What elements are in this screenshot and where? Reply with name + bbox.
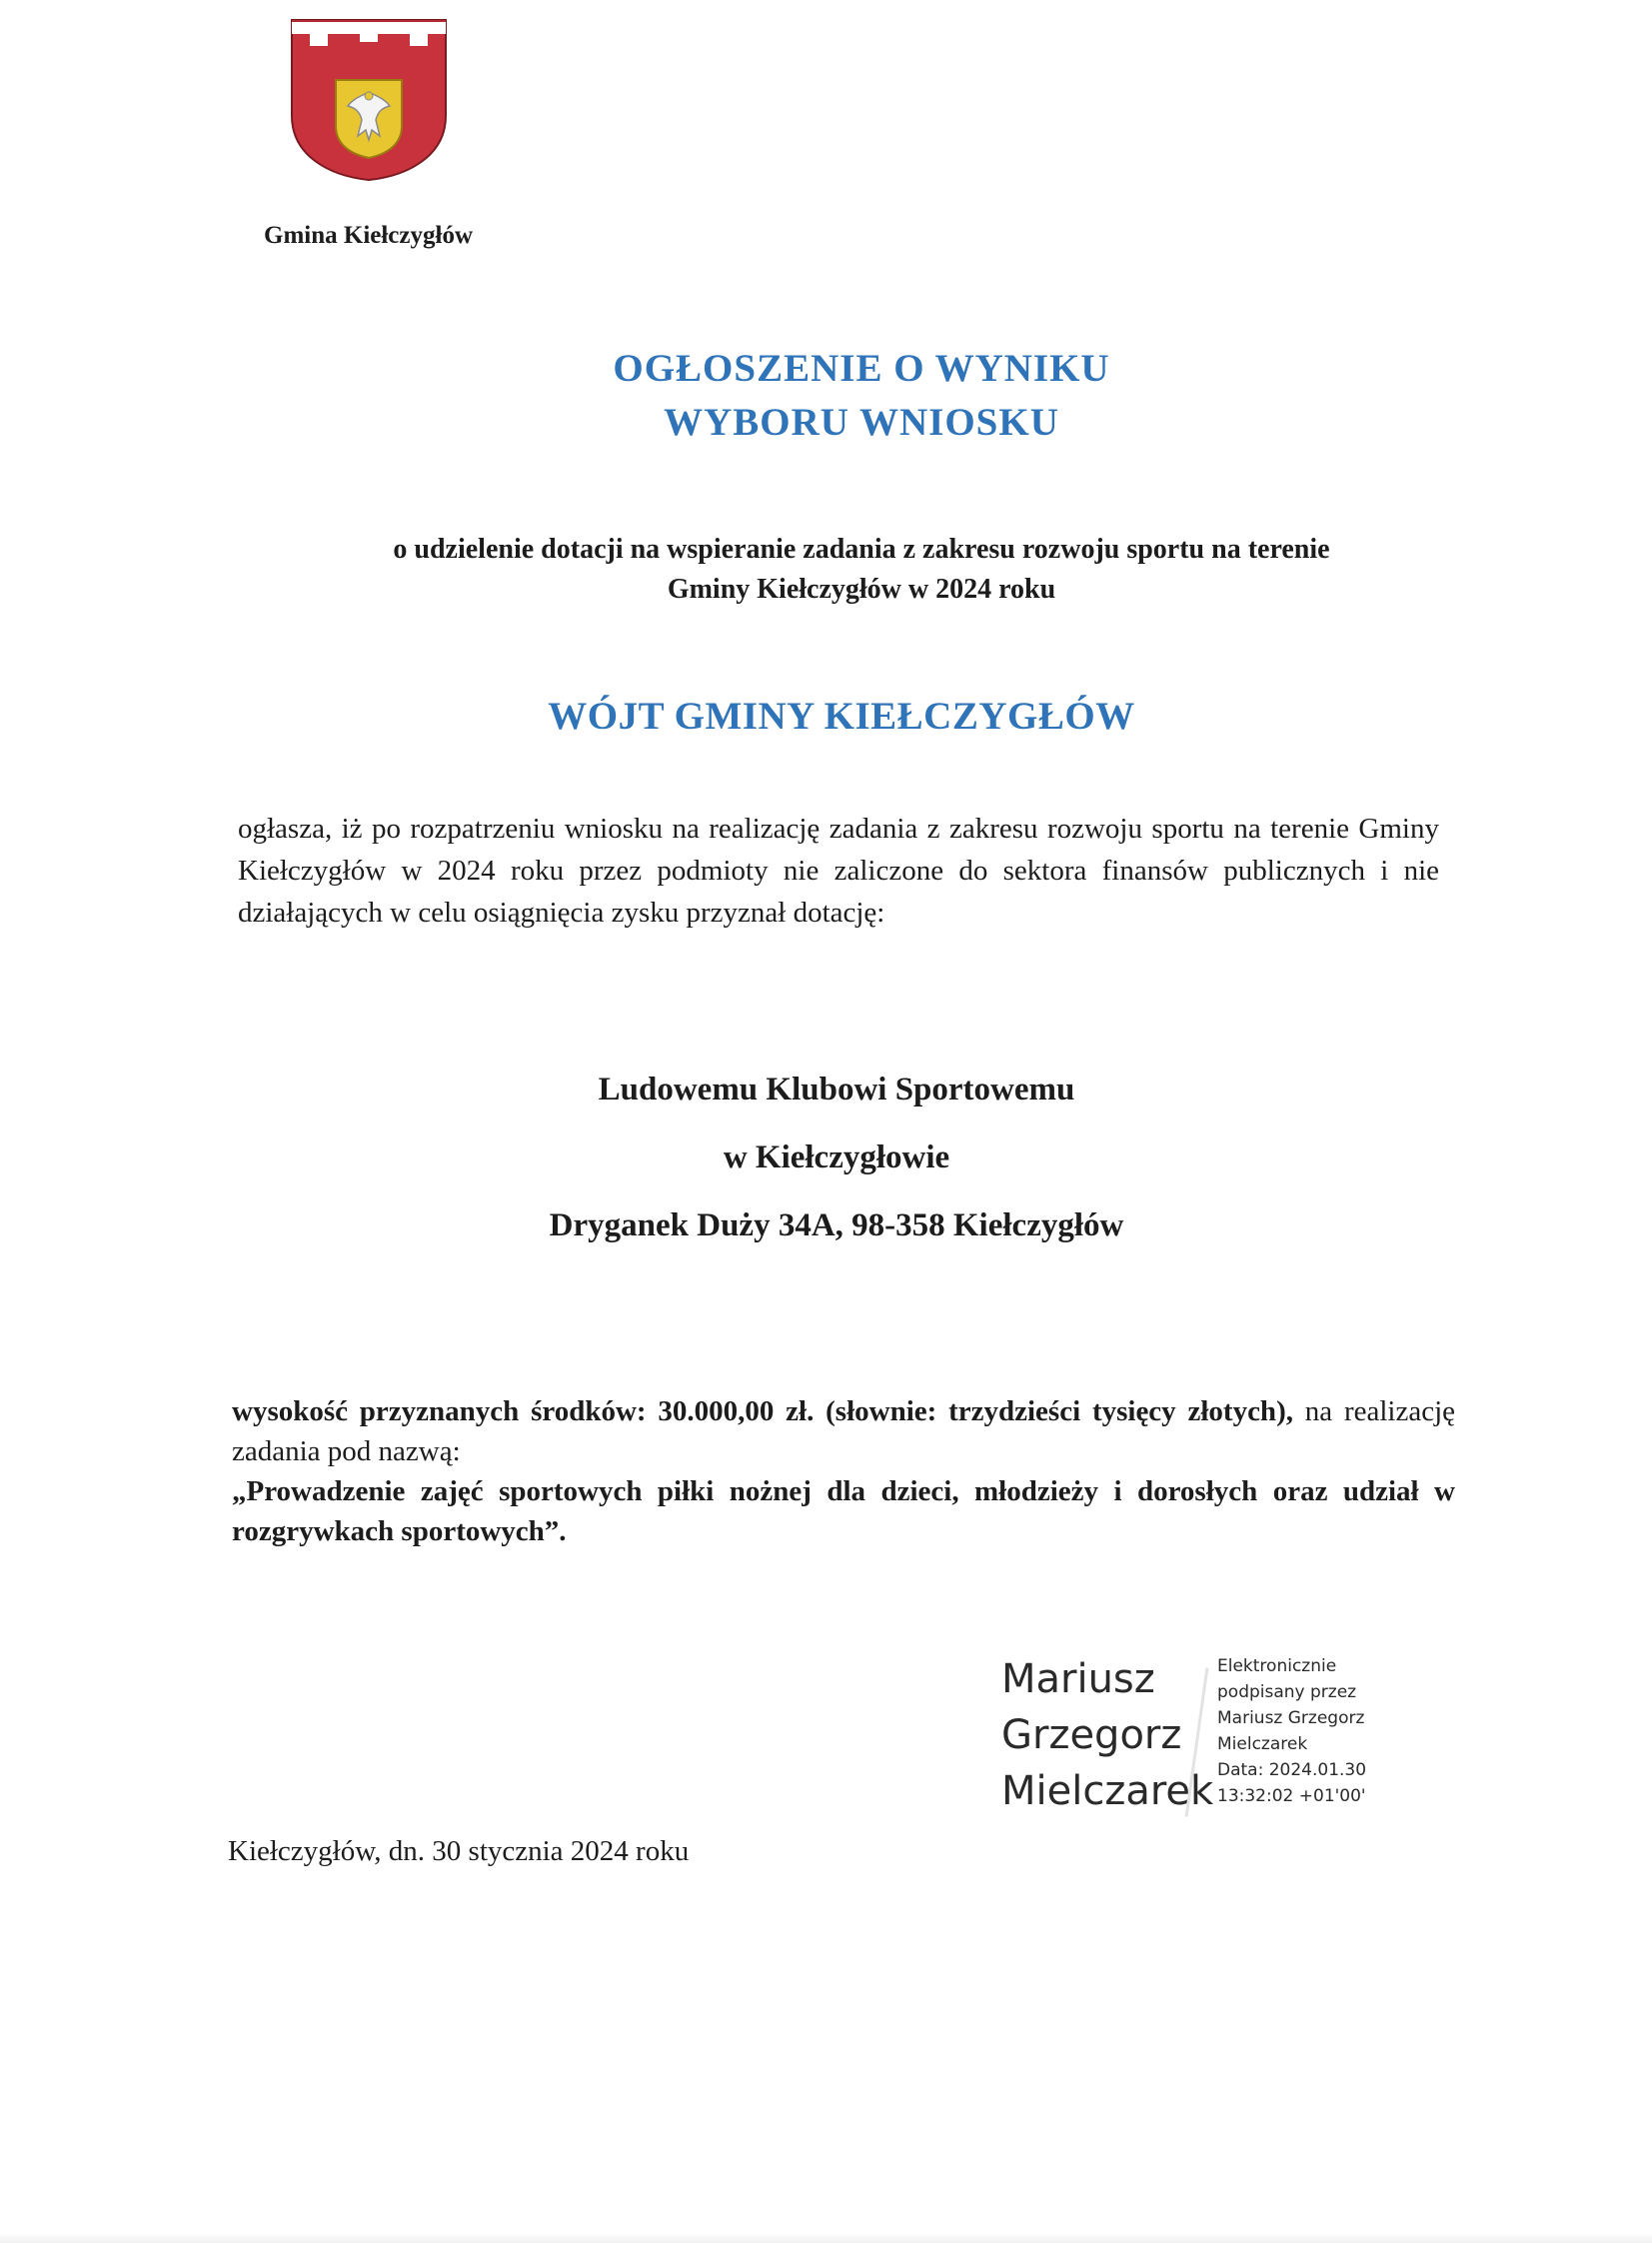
coat-of-arms-icon <box>288 16 450 182</box>
municipality-label: Gmina Kiełczygłów <box>264 222 473 249</box>
recipient-name: Ludowemu Klubowi Sportowemu <box>598 1072 1075 1108</box>
recipient-address: Dryganek Duży 34A, 98-358 Kiełczygłów <box>549 1207 1124 1243</box>
announcement-paragraph: ogłasza, iż po rozpatrzeniu wniosku na realizację zadania z zakresu rozwoju sportu na terenie Gminy Kiełczygłów w 2024 roku przez podmioty nie zaliczone do sektora finansów publicznych i nie działających w celu osiągnięcia zysku przyznał dotację: <box>238 813 1439 929</box>
scan-bottom-edge <box>0 2233 1652 2243</box>
signature-name-line2: Grzegorz <box>1001 1712 1182 1758</box>
announcement-title-line2: WYBORU WNIOSKU <box>664 401 1059 444</box>
signature-name <box>1001 1651 1213 1819</box>
subject-line2: Gminy Kiełczygłów w 2024 roku <box>667 574 1056 605</box>
issuer-heading: WÓJT GMINY KIEŁCZYGŁÓW <box>548 695 1135 738</box>
award-amount: wysokość przyznanych środków: 30.000,00 zł. (słownie: trzydzieści tysięcy złotych), <box>232 1395 1293 1427</box>
signature-meta-line2: podpisany przez <box>1217 1682 1357 1702</box>
signature-name-line3: Mielczarek <box>1001 1768 1214 1814</box>
announcement-title-line1: OGŁOSZENIE O WYNIKU <box>613 347 1110 390</box>
recipient-location: w Kiełczygłowie <box>723 1139 950 1175</box>
award-paragraph <box>232 1391 1455 1551</box>
signature-meta-line4: Mielczarek <box>1217 1734 1308 1754</box>
signature-meta-line3: Mariusz Grzegorz <box>1217 1708 1365 1728</box>
award-connector: na realizację zadania pod nazwą: <box>232 1395 1456 1467</box>
signature-meta-line5: Data: 2024.01.30 <box>1217 1760 1367 1780</box>
signature-meta-line6: 13:32:02 +01'00' <box>1217 1786 1366 1806</box>
subject-line1: o udzielenie dotacji na wspieranie zadania z zakresu rozwoju sportu na terenie <box>393 534 1330 565</box>
signature-meta-line1: Elektronicznie <box>1217 1656 1337 1676</box>
place-and-date: Kiełczygłów, dn. 30 stycznia 2024 roku <box>228 1835 690 1867</box>
signature-name-line1: Mariusz <box>1001 1656 1155 1702</box>
signature-metadata <box>1217 1653 1366 1809</box>
award-task-name: „Prowadzenie zajęć sportowych piłki nożnej dla dzieci, młodzieży i dorosłych oraz udział w rozgrywkach sportowych”. <box>232 1475 1455 1547</box>
